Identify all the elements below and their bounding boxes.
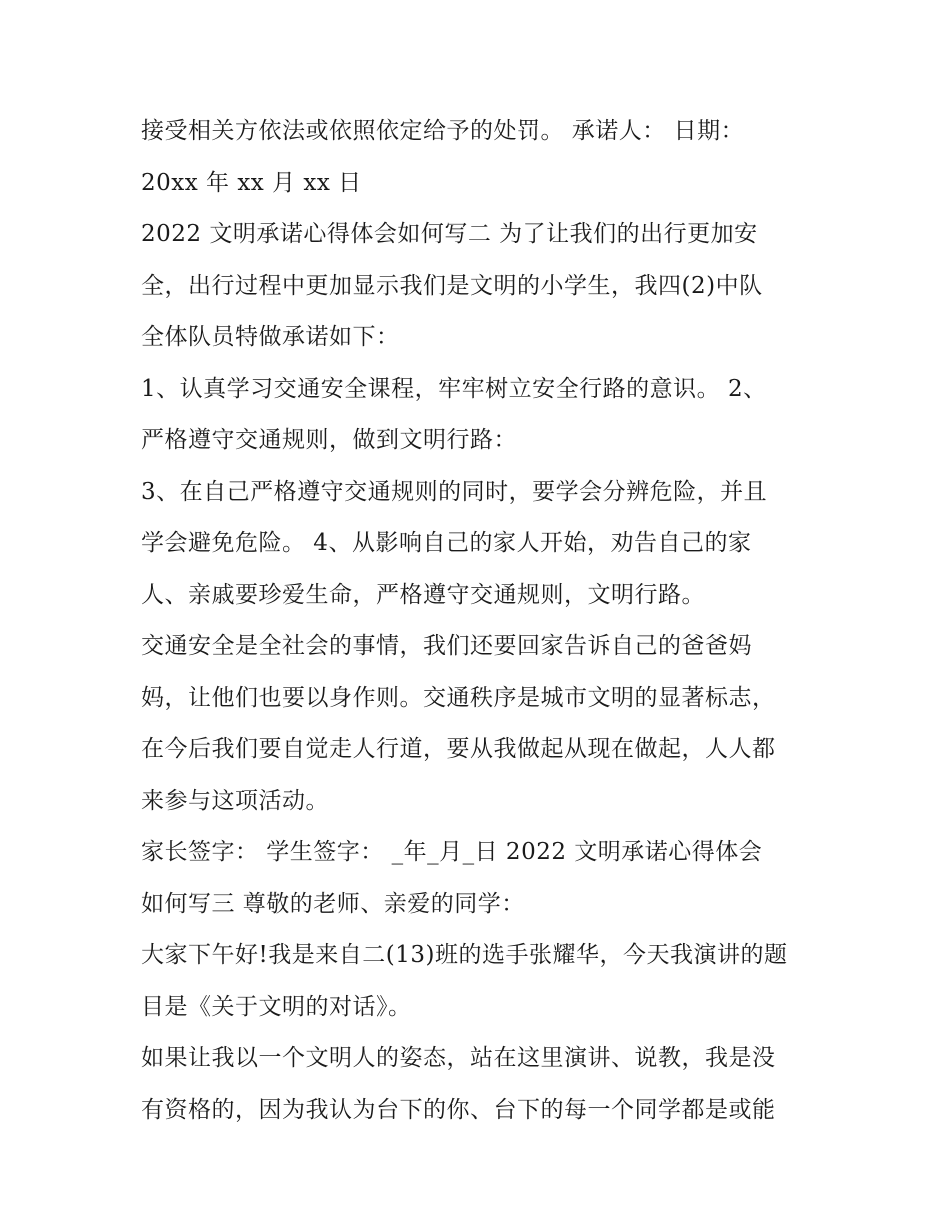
text-line: 1、认真学习交通安全课程，牢牢树立安全行路的意识。 2、 [141,375,767,402]
text-line: 全，出行过程中更加显示我们是文明的小学生，我四(2)中队 [141,272,763,299]
text-line: 人、亲戚要珍爱生命，严格遵守交通规则，文明行路。 [141,581,705,608]
text-line: 在今后我们要自觉走人行道，要从我做起从现在做起，人人都 [141,736,776,762]
text-line: 20xx 年 xx 月 xx 日 [141,169,362,196]
text-line: 有资格的，因为我认为台下的你、台下的每一个同学都是或能 [141,1096,776,1123]
text-line: 妈，让他们也要以身作则。交通秩序是城市文明的显著标志， [141,684,776,711]
text-line: 来参与这项活动。 [141,787,329,814]
text-line: 学会避免危险。 4、从影响自己的家人开始，劝告自己的家 [141,530,752,556]
text-line: 如果让我以一个文明人的姿态，站在这里演讲、说教，我是没 [141,1045,776,1071]
text-line: 接受相关方依法或依照依定给予的处罚。 承诺人： 日期： [141,118,745,144]
text-line: 目是《关于文明的对话》。 [141,993,412,1020]
text-line: 2022 文明承诺心得体会如何写二 为了让我们的出行更加安 [141,221,758,247]
text-line: 交通安全是全社会的事情，我们还要回家告诉自己的爸爸妈 [141,633,752,659]
text-line: 全体队员特做承诺如下： [141,324,400,350]
text-line: 严格遵守交通规则，做到文明行路： [141,427,517,453]
text-line: 家长签字： 学生签字： _年_月_日 2022 文明承诺心得体会 [141,839,763,865]
text-line: 如何写三 尊敬的老师、亲爱的同学： [141,890,525,917]
text-line: 大家下午好!我是来自二(13)班的选手张耀华，今天我演讲的题 [141,942,788,968]
text-line: 3、在自己严格遵守交通规则的同时，要学会分辨危险，并且 [141,478,768,505]
document-body [141,106,821,1136]
